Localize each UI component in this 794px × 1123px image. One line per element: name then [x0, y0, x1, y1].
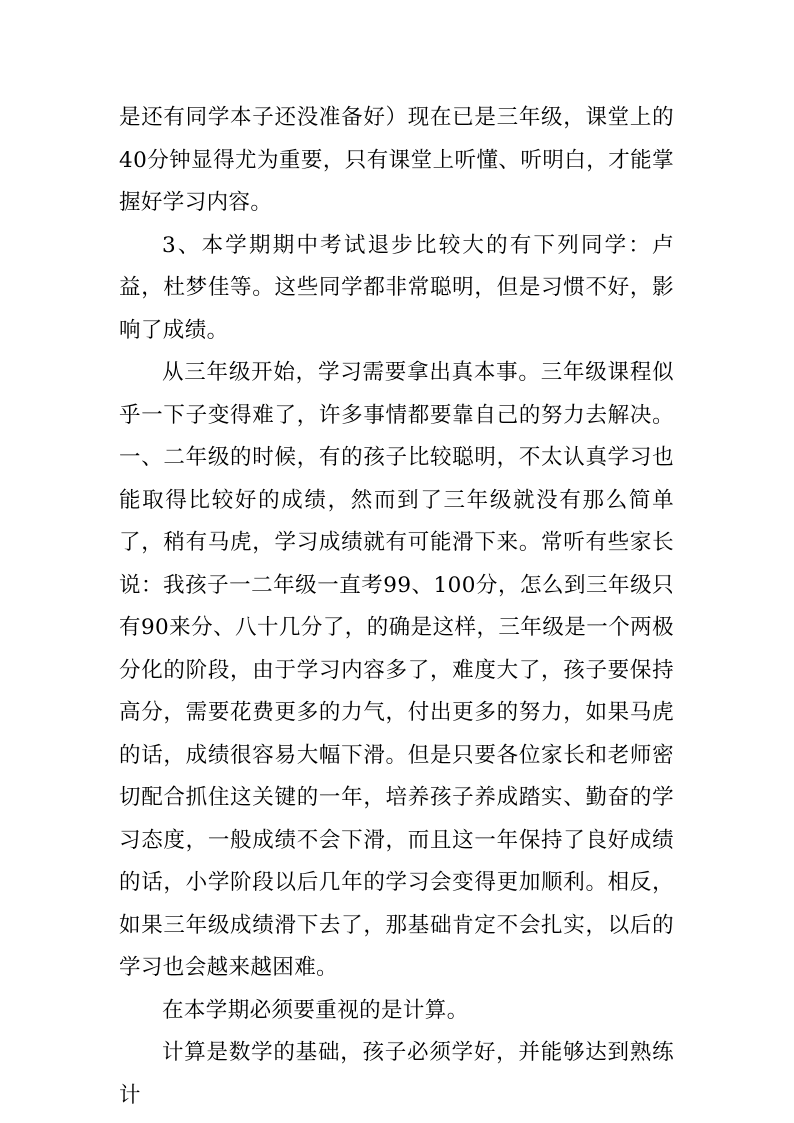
- document-page: [119, 97, 674, 1117]
- paragraph-3: 从三年级开始，学习需要拿出真本事。三年级课程似乎一下子变得难了，许多事情都要靠自己的努力去解决。一、二年级的时候，有的孩子比较聪明，不太认真学习也能取得比较好的成绩，然而到了三年级就没有那么简单了，稍有马虎，学习成绩就有可能滑下来。常听有些家长说：我孩子一二年级一直考99、100分，怎么到三年级只有90来分、八十几分了，的确是这样，三年级是一个两极分化的阶段，由于学习内容多了，难度大了，孩子要保持高分，需要花费更多的力气，付出更多的努力，如果马虎的话，成绩很容易大幅下滑。但是只要各位家长和老师密切配合抓住这关键的一年，培养孩子养成踏实、勤奋的学习态度，一般成绩不会下滑，而且这一年保持了良好成绩的话，小学阶段以后几年的学习会变得更加顺利。相反，如果三年级成绩滑下去了，那基础肯定不会扎实，以后的学习也会越来越困难。: [119, 360, 674, 980]
- paragraph-5: 计算是数学的基础，孩子必须学好，并能够达到熟练计: [119, 1040, 674, 1108]
- paragraph-2: 3、本学期期中考试退步比较大的有下列同学：卢益，杜梦佳等。这些同学都非常聪明，但是习惯不好，影响了成绩。: [119, 232, 674, 343]
- paragraph-4: 在本学期必须要重视的是计算。: [162, 997, 469, 1023]
- paragraph-1: 是还有同学本子还没准备好）现在已是三年级，课堂上的40分钟显得尤为重要，只有课堂上听懂、听明白，才能掌握好学习内容。: [119, 105, 674, 215]
